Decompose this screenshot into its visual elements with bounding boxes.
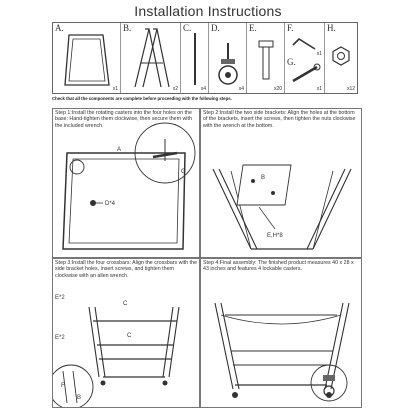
step-2-text: Step 2:Install the two side brackets: Align the holes at the bottom of the brackets, insert the screws, then tighten the nuts clockwise with the wrench at the bottom. <box>203 110 356 129</box>
step-1-panel <box>52 108 200 258</box>
part-e <box>247 23 285 93</box>
step-3-label-e2: E*2 <box>55 335 65 341</box>
caster-icon <box>209 23 247 93</box>
part-f-g <box>285 23 325 93</box>
step-3-label-c1: C <box>123 301 128 307</box>
parts-list <box>52 22 358 94</box>
part-a <box>53 23 121 93</box>
side-bracket-icon <box>121 23 181 93</box>
step-1-label-a: A <box>117 147 122 153</box>
part-letter: E. <box>249 23 257 33</box>
step-1-diagram <box>53 109 200 258</box>
part-b <box>121 23 181 93</box>
crossbar-icon <box>181 23 209 93</box>
part-letter: D. <box>211 23 220 33</box>
part-letter: H. <box>327 23 336 33</box>
step-2-label-b: B <box>261 175 266 181</box>
step-4-diagram <box>201 259 362 408</box>
part-qty: x4 <box>200 86 206 92</box>
page-title: Installation Instructions <box>134 3 282 19</box>
part-qty: x1 <box>316 86 322 92</box>
wrench-icon <box>285 23 325 93</box>
step-3-label-b: B <box>77 395 82 401</box>
part-letter: B. <box>123 23 132 33</box>
part-qty: x1 <box>112 86 118 92</box>
check-note: Check that all the components are complete before proceeding with the following steps. <box>52 96 232 101</box>
part-h <box>325 23 357 93</box>
step-3-label-f: F <box>61 383 65 389</box>
step-3-panel <box>52 258 200 408</box>
step-1-text: Step 1:Install the rotating casters into the four holes on the base: Hand-tighten them clockwise, then secure them with the included wrench. <box>55 110 192 129</box>
part-c <box>181 23 209 93</box>
step-3-diagram <box>53 259 200 408</box>
part-letter: G. <box>287 57 296 67</box>
part-qty: x1 <box>316 51 322 57</box>
step-4-text: Step 4:Final assembly: The finished product measures 40 x 28 x 43 inches and features 4 lockable casters. <box>203 260 354 273</box>
nut-icon <box>325 23 357 93</box>
step-4-panel <box>200 258 362 408</box>
step-2-diagram <box>201 109 362 258</box>
screw-icon <box>247 23 285 93</box>
frame-icon <box>53 23 121 93</box>
step-3-label-e1: E*2 <box>55 295 65 301</box>
part-qty: x4 <box>238 86 244 92</box>
part-qty: x2 <box>172 86 178 92</box>
part-d <box>209 23 247 93</box>
part-letter: C. <box>183 23 192 33</box>
step-2-label-eh: E,H*8 <box>267 233 283 239</box>
step-3-label-c2: C <box>127 333 132 339</box>
part-qty: x20 <box>273 86 282 92</box>
step-3-text: Step 3:Install the four crossbars: Align the crossbars with the side bracket holes, insert screws, and tighten them clockwise with an allen wrench. <box>55 260 197 279</box>
part-letter: A. <box>55 23 64 33</box>
part-qty: x12 <box>346 86 355 92</box>
step-1-label-d: D*4 <box>105 201 116 207</box>
step-1-label-g: G <box>181 169 186 175</box>
part-letter: F. <box>287 23 294 33</box>
step-2-panel <box>200 108 362 258</box>
